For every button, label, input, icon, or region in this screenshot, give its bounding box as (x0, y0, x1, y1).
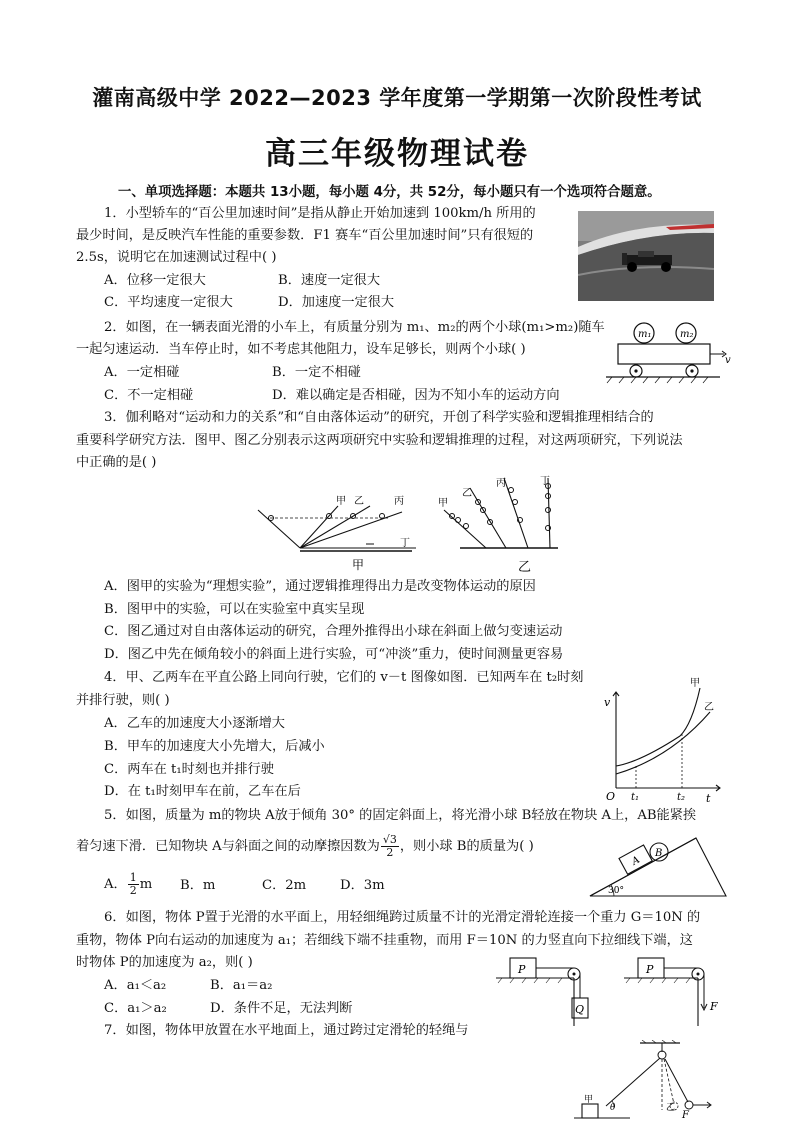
q3-line-3: 中正确的是( ) (76, 455, 157, 470)
friction-fraction-den: 2 (386, 846, 394, 859)
q6-option-c: C．a₁＞a₂ (104, 1001, 167, 1016)
q6-line-2: 重物，物体 P向右运动的加速度为 a₁；若细线下端不挂重物，而用 F＝10N 的力竖直向下拉细线下端，这 (76, 933, 693, 948)
f1-car-photo (578, 211, 714, 301)
fig-jia-label-ding: 丁 (400, 538, 410, 549)
t1-label: t₁ (631, 792, 640, 803)
q3-option-a: A．图甲的实验为“理想实验”，通过逻辑推理得出力是改变物体运动的原因 (104, 579, 536, 594)
velocity-label: v (725, 355, 731, 366)
q3-option-d: D．图乙中先在倾角较小的斜面上进行实验，可“冲淡”重力，使时间测量更容易 (104, 647, 564, 662)
figure-jia (258, 495, 416, 572)
q2-option-b: B．一定不相碰 (272, 365, 361, 380)
q2-option-c: C．不一定相碰 (104, 388, 194, 403)
curve-yi (616, 712, 710, 774)
q2-line-1: 2．如图，在一辆表面光滑的小车上，有质量分别为 m₁、m₂的两个小球(m₁>m₂)随车 (104, 320, 605, 335)
ball-yi-label: 乙 (666, 1103, 676, 1113)
cart-body (618, 344, 710, 364)
exam-subtitle: 高三年级物理试卷 (265, 136, 529, 172)
q2-option-d: D．难以确定是否相碰，因为不知小车的运动方向 (272, 388, 560, 403)
block-p-right-label: P (646, 963, 654, 976)
q1-option-b: B．速度一定很大 (278, 273, 381, 288)
q5-option-d: D．3m (340, 878, 385, 893)
rope-to-jia (606, 1058, 660, 1106)
q5-line-1: 5．如图，质量为 m的物块 A放于倾角 30° 的固定斜面上，将光滑小球 B轻放在物块 A上，AB能紧挨 (104, 808, 697, 823)
v-axis-label: v (604, 696, 611, 709)
q6-option-a: A．a₁＜a₂ (104, 978, 167, 993)
q3-option-c: C．图乙通过对自由落体运动的研究，合理外推得出小球在斜面上做匀变速运动 (104, 624, 563, 639)
section-heading: 一、单项选择题：本题共 13小题，每小题 4分，共 52分，每小题只有一个选项符合题意。 (118, 185, 661, 200)
q4-option-b: B．甲车的加速度大小先增大，后减小 (104, 739, 325, 754)
t2-label: t₂ (677, 792, 686, 803)
q1-line-3: 2.5s，说明它在加速测试过程中( ) (76, 250, 277, 265)
friction-fraction (381, 834, 399, 859)
q4-option-d: D．在 t₁时刻甲车在前，乙车在后 (104, 784, 301, 799)
q5-line-2 (76, 834, 534, 859)
q3-option-b: B．图甲中的实验，可以在实验室中真实呈现 (104, 602, 365, 617)
q4-line-2: 并排行驶，则( ) (76, 693, 170, 708)
origin-label: O (606, 790, 616, 803)
q1-line-1: 1．小型轿车的“百公里加速时间”是指从静止开始加速到 100km/h 所用的 (104, 206, 536, 221)
q1-option-c: C．平均速度一定很大 (104, 295, 233, 310)
pulley-rope-diagram (570, 1040, 720, 1120)
friction-fraction-num: √3 (382, 833, 397, 846)
block-jia (582, 1104, 598, 1118)
ball-m1-label: m₁ (638, 329, 652, 340)
q6-option-d: D．条件不足，无法判断 (210, 1001, 353, 1016)
exam-title: 灌南高级中学 2022—2023 学年度第一学期第一次阶段性考试 (92, 86, 702, 110)
fig-jia-label-jia: 甲 (336, 496, 346, 507)
fig-yi-label-bing: 丙 (496, 478, 506, 489)
ball-yi (685, 1101, 693, 1109)
weight-q-label: Q (575, 1003, 585, 1016)
q3-line-2: 重要科学研究方法．图甲、图乙分别表示这两项研究中实验和逻辑推理的过程，对这两项研究，下列说法 (76, 433, 683, 448)
block-jia-label: 甲 (584, 1095, 594, 1105)
fig-yi-label-ding: 丁 (540, 476, 550, 487)
fig-yi-label-jia: 甲 (438, 498, 448, 509)
q5-option-b: B．m (180, 878, 216, 893)
vt-graph (600, 676, 726, 804)
block-a-label: A (630, 854, 642, 868)
angle-label: 30° (608, 886, 624, 896)
galileo-diagrams (256, 474, 566, 576)
fig-jia-label-yi: 乙 (354, 496, 364, 507)
q5-option-c: C．2m (262, 878, 307, 893)
q3-line-1: 3．伽利略对“运动和力的关系”和“自由落体运动”的研究，开创了科学实验和逻辑推理相结合的 (104, 410, 654, 425)
t-axis-label: t (706, 792, 711, 804)
q2-line-2: 一起匀速运动．当车停止时，如不考虑其他阻力，设车足够长，则两个小球( ) (76, 342, 526, 357)
ball-b-label: B (655, 848, 663, 859)
q6-line-3: 时物体 P的加速度为 a₂，则( ) (76, 955, 253, 970)
curve-jia (616, 688, 700, 766)
cart-diagram (604, 316, 734, 386)
fig-jia-caption: 甲 (352, 558, 365, 572)
q6-line-1: 6．如图，物体 P置于光滑的水平面上，用轻细绳跨过质量不计的光滑定滑轮连接一个重力 G＝10N 的 (104, 910, 701, 925)
pulley (658, 1051, 666, 1059)
pulley-right (624, 958, 718, 1026)
curve-jia-label: 甲 (690, 678, 700, 689)
curve-yi-label: 乙 (704, 702, 714, 713)
figure-yi (438, 475, 558, 575)
q7-line-1: 7．如图，物体甲放置在水平地面上，通过跨过定滑轮的轻绳与 (104, 1023, 469, 1038)
incline-diagram (586, 828, 730, 900)
fig-yi-caption: 乙 (518, 560, 532, 575)
q1-line-2: 最少时间，是反映汽车性能的重要参数．F1 赛车“百公里加速时间”只有很短的 (76, 228, 534, 243)
q4-option-c: C．两车在 t₁时刻也并排行驶 (104, 762, 274, 777)
q6-option-b: B．a₁＝a₂ (210, 978, 273, 993)
q2-option-a: A．一定相碰 (104, 365, 180, 380)
q5-line-2-post: ，则小球 B的质量为( ) (399, 839, 534, 854)
ball-m2-label: m₂ (680, 329, 694, 340)
q4-line-1: 4．甲、乙两车在平直公路上同向行驶，它们的 v－t 图像如图．已知两车在 t₂时刻 (104, 670, 584, 685)
q5-option-a: A． $\frac{1}{2}$ m (104, 871, 153, 897)
q1-option-d: D．加速度一定很大 (278, 295, 395, 310)
pulley-diagrams (494, 950, 726, 1030)
q4-option-a: A．乙车的加速度大小逐渐增大 (104, 716, 285, 731)
force-f-label-q7: F (682, 1110, 689, 1120)
theta-label: θ (610, 1103, 616, 1113)
block-p-left-label: P (518, 963, 526, 976)
fig-yi-label-yi: 乙 (462, 488, 472, 499)
fig-jia-label-bing: 丙 (394, 496, 404, 507)
q5-line-2-pre: 着匀速下滑．已知物块 A与斜面之间的动摩擦因数为 (76, 839, 380, 854)
force-f-label: F (710, 1000, 718, 1013)
q1-option-a: A．位移一定很大 (104, 273, 206, 288)
pulley-left (496, 958, 588, 1026)
